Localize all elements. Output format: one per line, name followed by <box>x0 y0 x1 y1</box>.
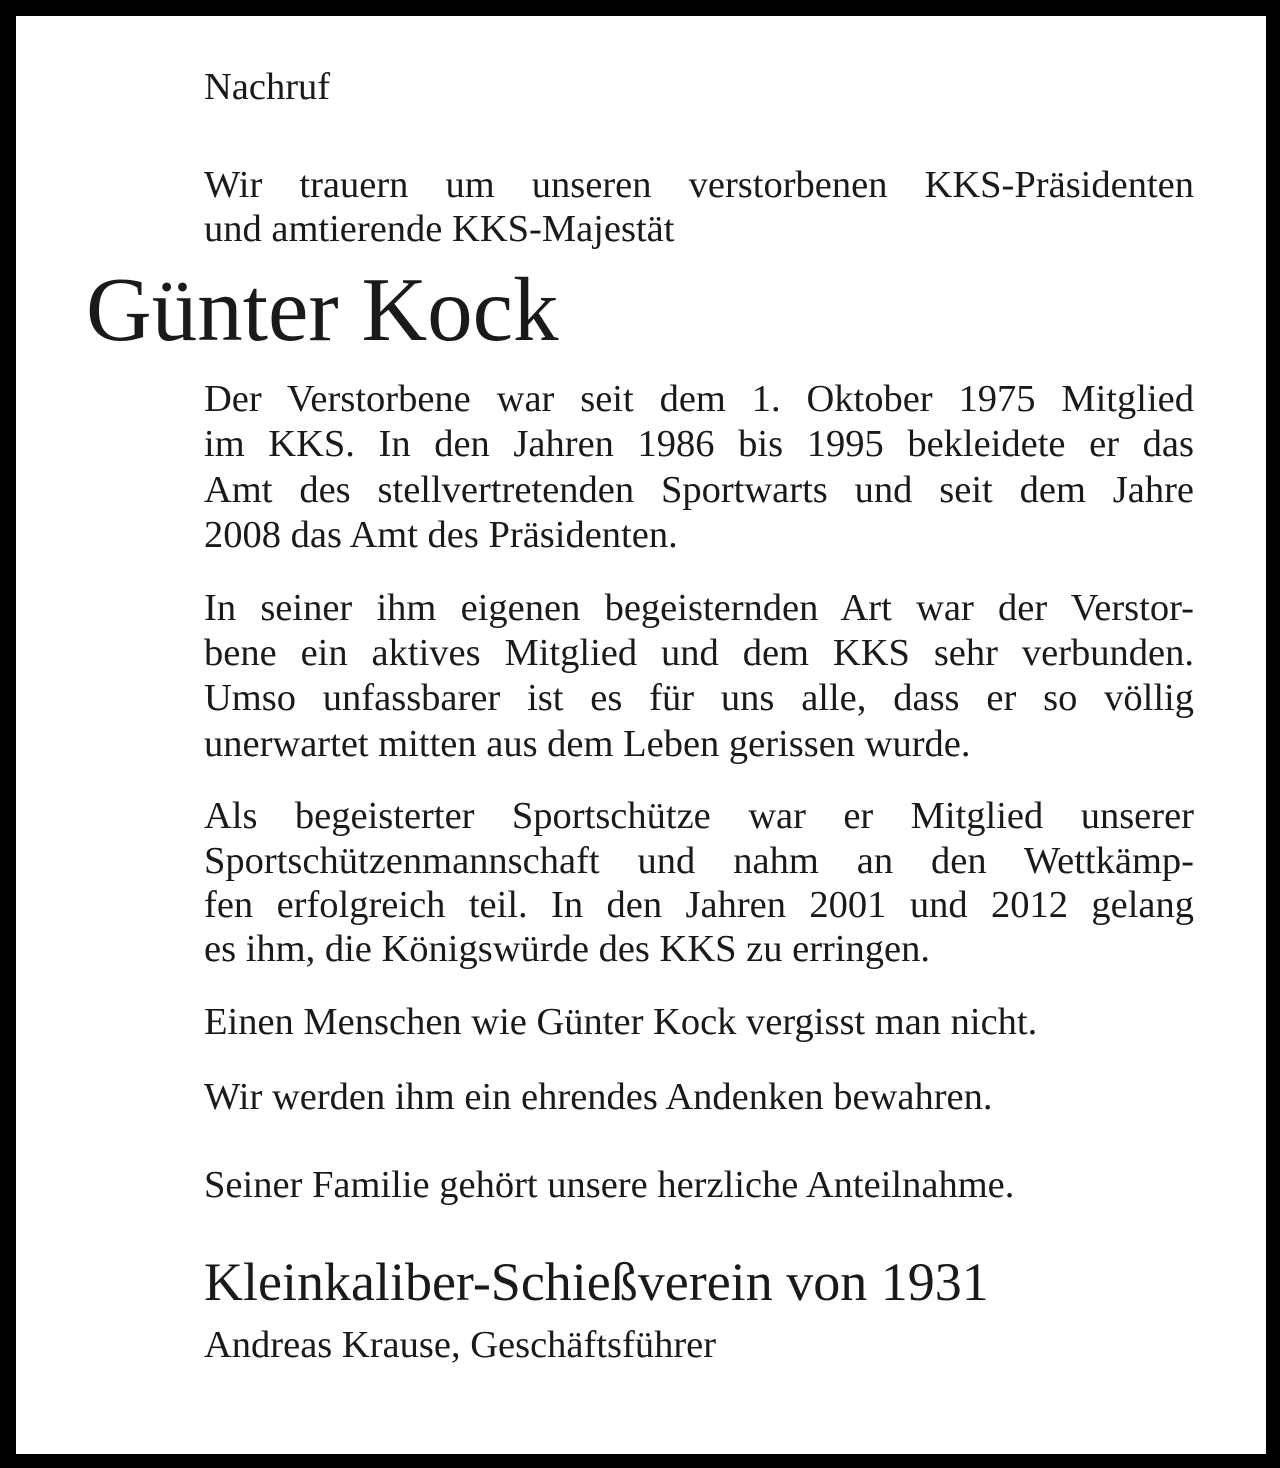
paragraph3-line-1: Als begeisterter Sportschütze war er Mitglied unserer <box>204 795 1194 837</box>
honor-line: Wir werden ihm ein ehrendes Andenken bewahren. <box>204 1076 993 1118</box>
paragraph2-line-1: In seiner ihm eigenen begeisternden Art war der Verstor- <box>204 587 1194 629</box>
condolence-line: Seiner Familie gehört unsere herzliche Anteilnahme. <box>204 1164 1015 1206</box>
paragraph1-line-1: Der Verstorbene war seit dem 1. Oktober 1975 Mitglied <box>204 378 1194 420</box>
paragraph1-line-3: Amt des stellvertretenden Sportwarts und seit dem Jahre <box>204 469 1194 511</box>
paragraph3-line-4: es ihm, die Königswürde des KKS zu erringen. <box>204 928 931 970</box>
paragraph2-line-2: bene ein aktives Mitglied und dem KKS sehr verbunden. <box>204 632 1194 674</box>
paragraph2-line-3: Umso unfassbarer ist es für uns alle, dass er so völlig <box>204 677 1194 719</box>
signatory: Andreas Krause, Geschäftsführer <box>204 1324 717 1366</box>
deceased-name: Günter Kock <box>86 259 559 360</box>
paragraph1-line-2: im KKS. In den Jahren 1986 bis 1995 bekleidete er das <box>204 423 1194 465</box>
paragraph1-line-4: 2008 das Amt des Präsidenten. <box>204 514 678 556</box>
memory-line: Einen Menschen wie Günter Kock vergisst man nicht. <box>204 1001 1038 1043</box>
notice-header: Nachruf <box>204 66 331 108</box>
paragraph2-line-4: unerwartet mitten aus dem Leben gerissen wurde. <box>204 723 971 765</box>
paragraph3-line-3: fen erfolgreich teil. In den Jahren 2001 und 2012 gelang <box>204 884 1194 926</box>
paragraph3-line-2: Sportschützenmannschaft und nahm an den Wettkämp- <box>204 840 1194 882</box>
intro-line-2: und amtierende KKS-Majestät <box>204 208 675 250</box>
organization-name: Kleinkaliber-Schießverein von 1931 <box>204 1252 989 1312</box>
intro-line-1: Wir trauern um unseren verstorbenen KKS-Präsidenten <box>204 164 1194 206</box>
